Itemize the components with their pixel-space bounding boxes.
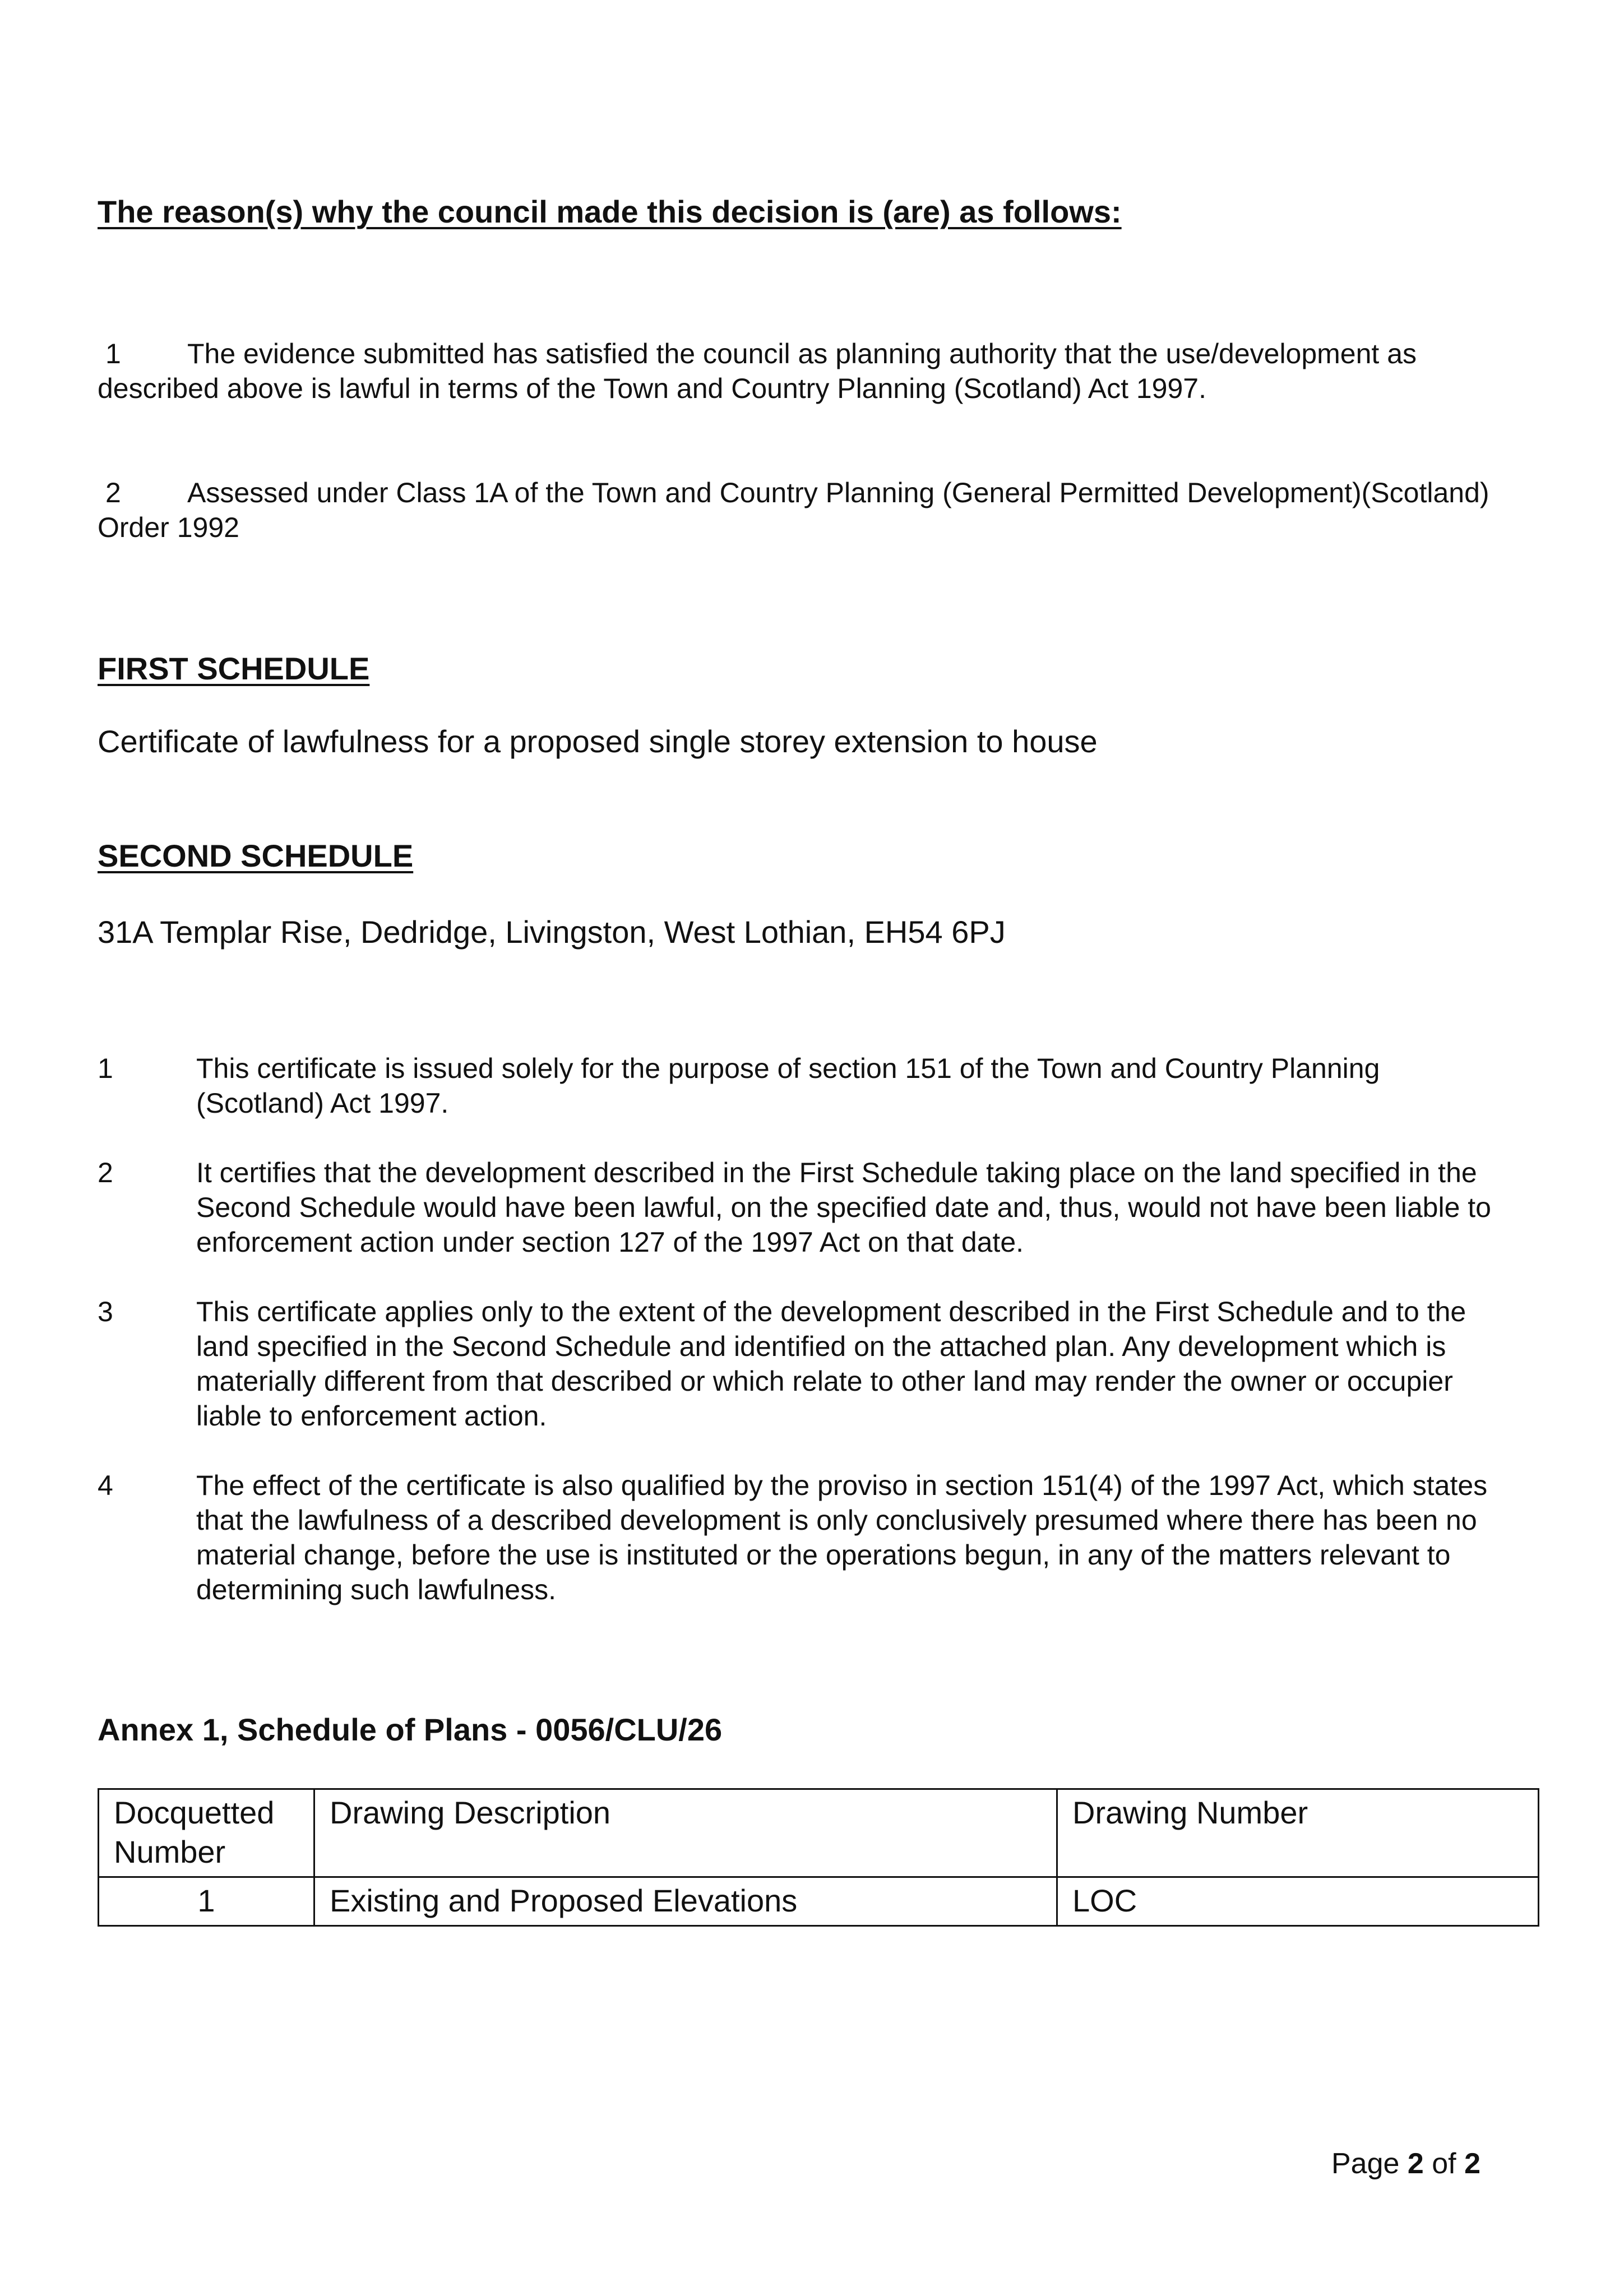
header-docquetted-number: Docquetted Number <box>99 1789 314 1877</box>
table-row <box>99 1877 1539 1926</box>
page-word: Page <box>1331 2147 1400 2180</box>
reason-text: The evidence submitted has satisfied the council as planning authority that the use/development as described above is lawful in terms of the Town and Country Planning (Scotland) Act 1997. <box>98 338 1417 404</box>
schedule-of-plans-table <box>98 1788 1539 1927</box>
reason-text: Assessed under Class 1A of the Town and Country Planning (General Permitted Development)(Scotland) Order 1992 <box>98 477 1489 543</box>
note-item <box>98 1155 1499 1260</box>
annex-title: Annex 1, Schedule of Plans - 0056/CLU/26 <box>98 1712 723 1747</box>
note-number: 2 <box>98 1157 113 1188</box>
note-number: 1 <box>98 1053 113 1084</box>
cell-docquetted-number: 1 <box>99 1877 314 1926</box>
second-schedule-heading: SECOND SCHEDULE <box>98 838 414 873</box>
header-drawing-number: Drawing Number <box>1057 1789 1539 1877</box>
reason-item <box>98 475 1510 545</box>
total-pages: 2 <box>1464 2147 1480 2180</box>
cell-drawing-number: LOC <box>1057 1877 1539 1926</box>
current-page: 2 <box>1407 2147 1424 2180</box>
cell-drawing-description: Existing and Proposed Elevations <box>314 1877 1057 1926</box>
note-text: The effect of the certificate is also qualified by the proviso in section 151(4) of the 1997 Act, which states that the lawfulness of a described development is only conclusively presumed where there has been no material change, before the use is instituted or the operations begun, in any of the matters relevant to determining such lawfulness. <box>196 1470 1488 1605</box>
reasons-heading: The reason(s) why the council made this decision is (are) as follows: <box>98 194 1122 229</box>
first-schedule-text: Certificate of lawfulness for a proposed single storey extension to house <box>98 724 1098 759</box>
note-number: 3 <box>98 1296 113 1327</box>
reason-item <box>98 336 1510 406</box>
first-schedule-heading: FIRST SCHEDULE <box>98 651 370 686</box>
note-text: It certifies that the development described in the First Schedule taking place on the land specified in the Second Schedule would have been lawful, on the specified date and, thus, would not have been liable to enforcement action under section 127 of the 1997 Act on that date. <box>196 1157 1491 1258</box>
note-text: This certificate applies only to the extent of the development described in the First Schedule and to the land specified in the Second Schedule and identified on the attached plan. Any development which is materially different from that described or which relate to other land may render the owner or occupier liable to enforcement action. <box>196 1296 1466 1432</box>
reason-number: 1 <box>105 338 121 369</box>
page-number <box>1331 2147 1480 2181</box>
note-item <box>98 1468 1499 1607</box>
note-item <box>98 1294 1499 1433</box>
table-header-row <box>99 1789 1539 1877</box>
second-schedule-text: 31A Templar Rise, Dedridge, Livingston, West Lothian, EH54 6PJ <box>98 914 1006 950</box>
header-drawing-description: Drawing Description <box>314 1789 1057 1877</box>
certificate-notes <box>98 1051 1499 1642</box>
note-number: 4 <box>98 1470 113 1501</box>
note-item <box>98 1051 1499 1121</box>
reason-number: 2 <box>105 477 121 508</box>
note-text: This certificate is issued solely for the purpose of section 151 of the Town and Country Planning (Scotland) Act 1997. <box>196 1053 1380 1119</box>
of-word: of <box>1432 2147 1456 2180</box>
